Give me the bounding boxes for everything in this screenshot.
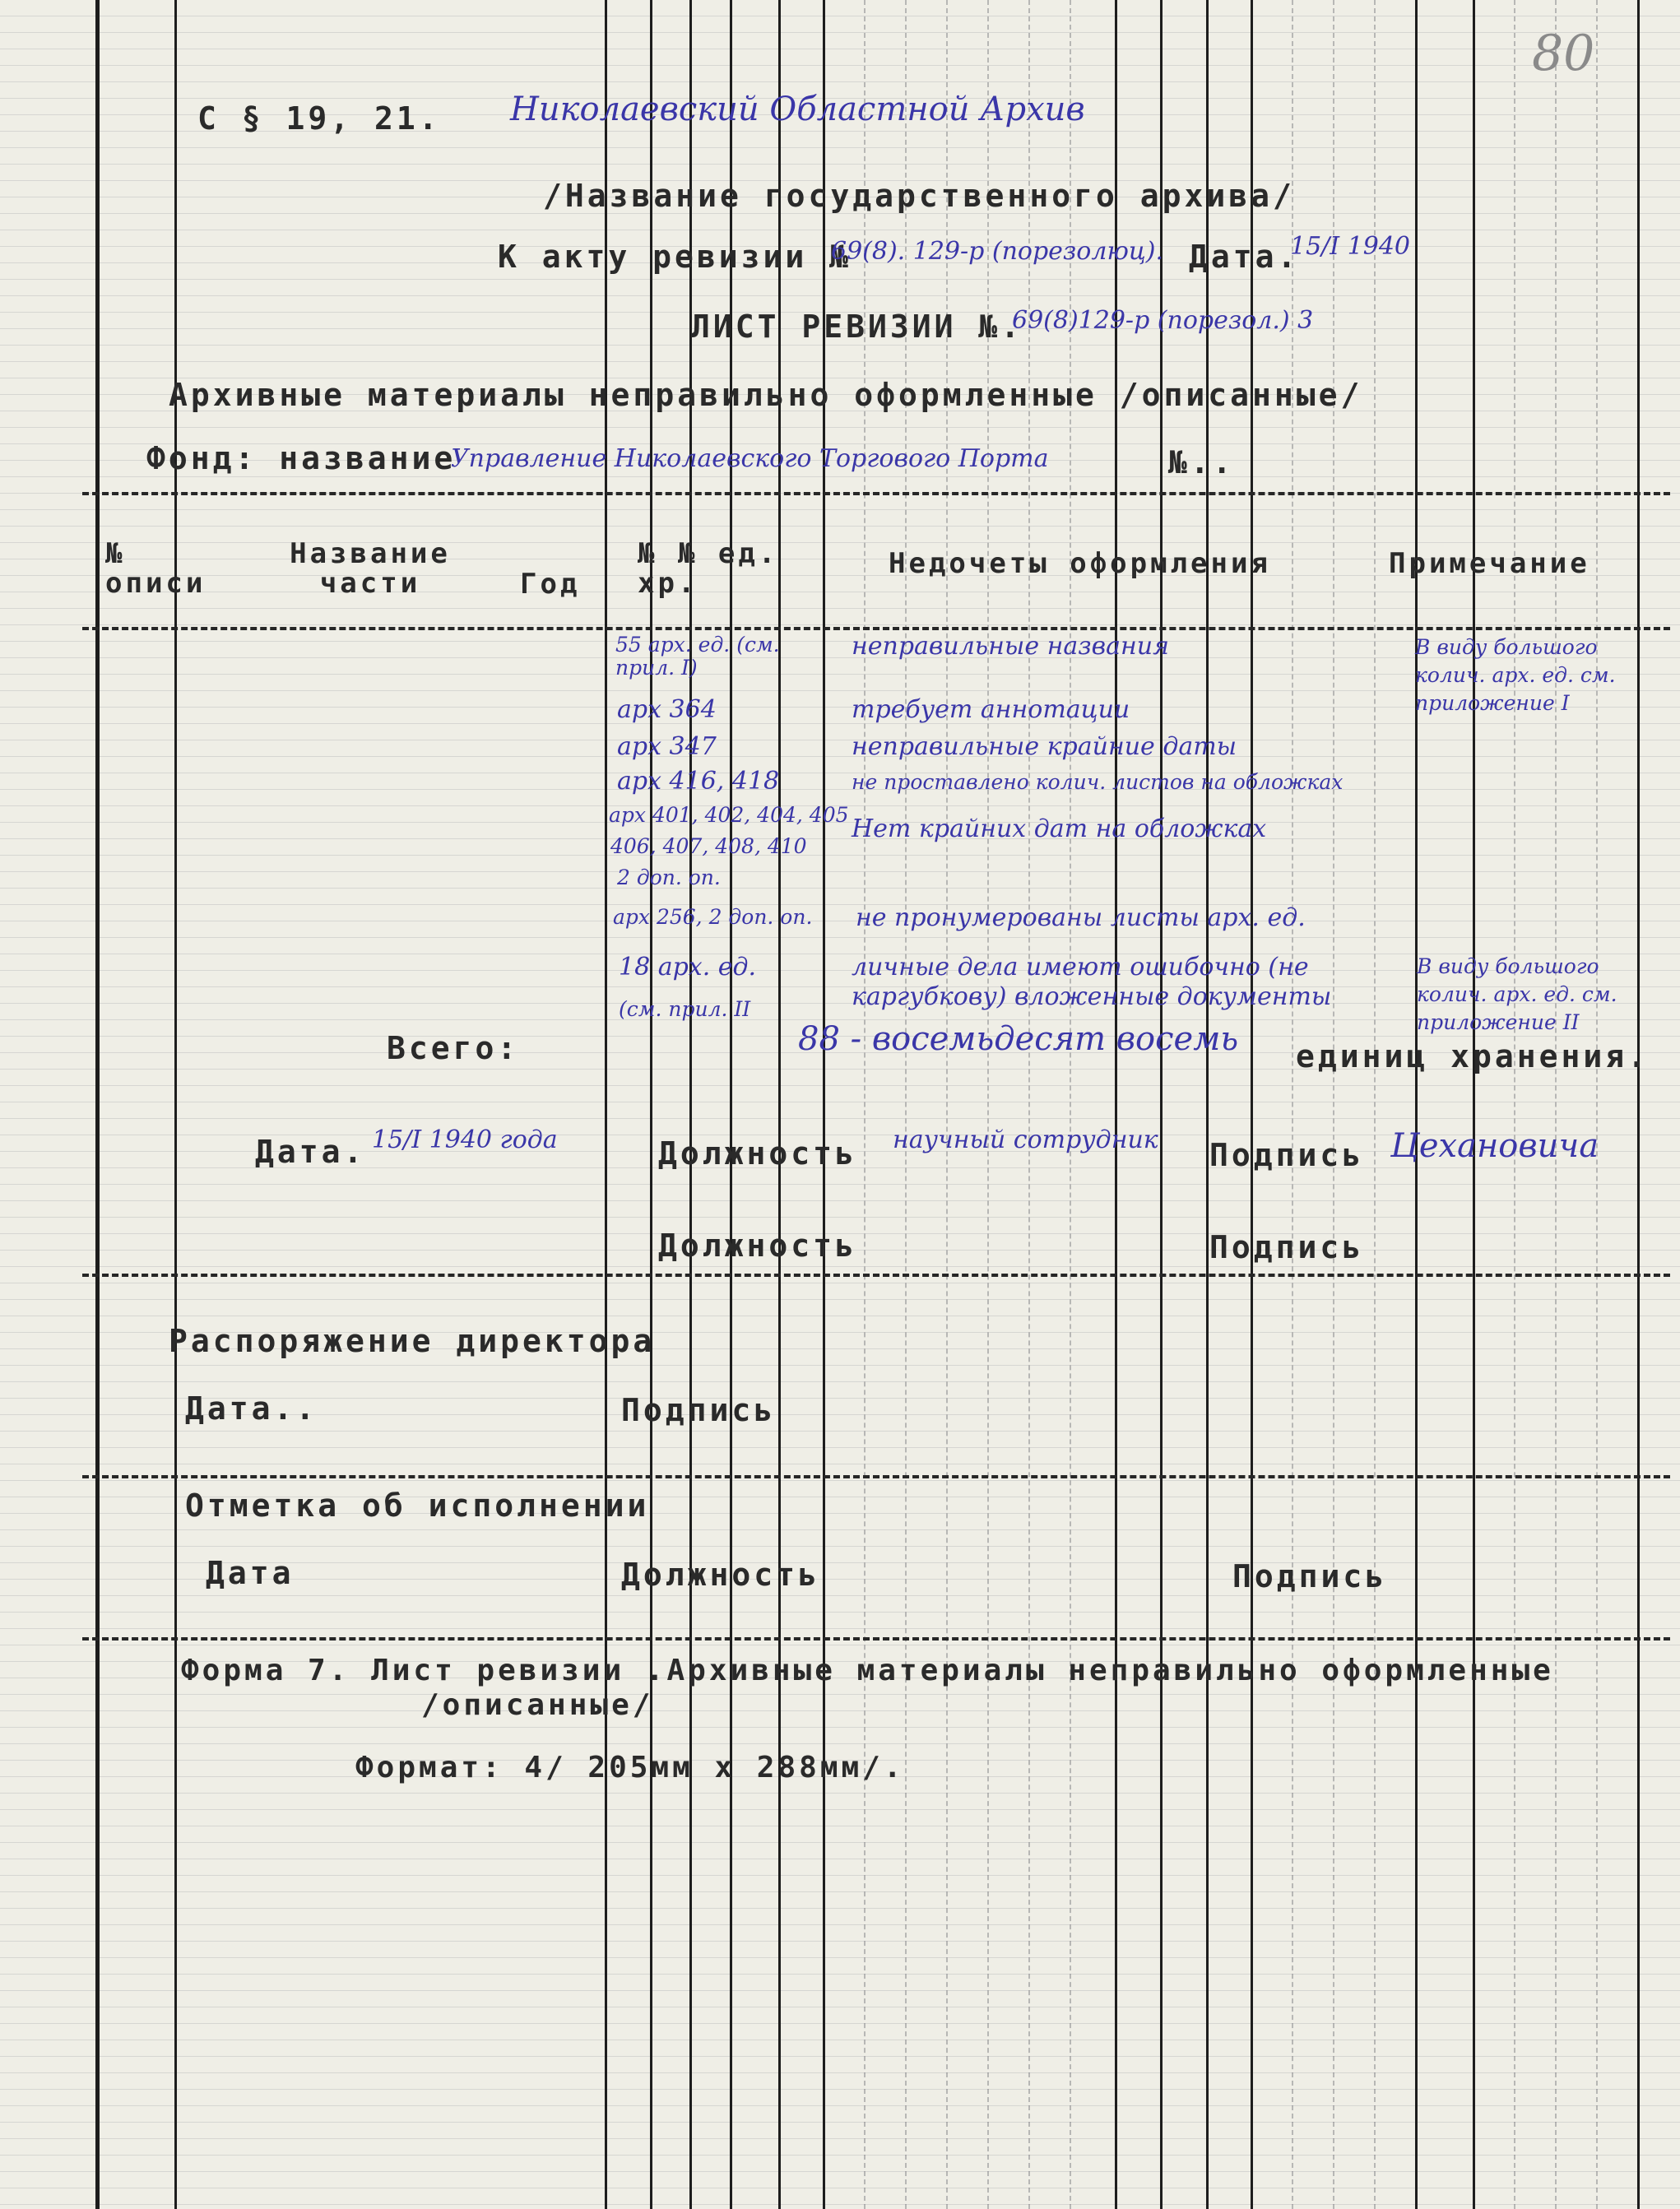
col-header-storage-units: № № ед. хр. [638,537,779,600]
row-units: арх 364 [617,695,717,724]
fond-number-label: №.. [1168,444,1235,480]
director-title: Распоряжение директора [169,1323,656,1359]
row-units: 18 арх. ед. [619,953,757,982]
header-code: С § 19, 21. [197,100,441,137]
archive-name-caption: /Название государственного архива/ [543,178,1295,214]
rule-under-signatures [82,1274,1670,1277]
sig1-signature: Цехановича [1390,1127,1599,1165]
footer-form-line: Форма 7. Лист ревизии .Архивные материалы неправильно оформленные [181,1654,1554,1687]
sig1-date: 15/I 1940 года [372,1125,558,1154]
total-label: Всего: [387,1030,520,1066]
rule-under-director [82,1475,1670,1478]
row-note: В виду большого колич. арх. ед. см. приложение I [1415,635,1616,715]
sheet-number: 69(8)129-р (порезол.) 3 [1012,306,1314,335]
act-date-label: Дата. [1189,239,1300,275]
row-units: 2 доп. оп. [617,866,721,889]
act-number: 69(8). 129-р (порезолюц). [831,237,1164,266]
row-units: арх 347 [617,732,717,761]
row-defect: не пронумерованы листы арх. ед. [856,903,1306,932]
col-header-defects: Недочеты оформления [889,547,1271,580]
row-defect: не проставлено колич. листов на обложках [852,770,1344,794]
row-defect: Нет крайних дат на обложках [852,814,1267,843]
execution-title: Отметка об исполнении [185,1487,650,1524]
act-label: К акту ревизии № [498,239,852,275]
row-units: (см. прил. II [619,997,751,1021]
row-defect: требует аннотации [852,695,1130,724]
director-sign-label: Подпись [621,1392,777,1428]
sig1-date-label: Дата. [255,1134,366,1170]
director-date-label: Дата.. [185,1390,318,1427]
sig2-position-label: Должность [658,1227,857,1264]
footer-form-line-cont: /описанные/ [421,1688,654,1722]
total-suffix: единиц хранения. [1296,1038,1650,1074]
row-defect: неправильные названия [852,632,1169,661]
sheet-subtitle: Архивные материалы неправильно оформленные /описанные/ [169,377,1363,413]
row-note: В виду большого колич. арх. ед. см. приложение II [1417,954,1617,1034]
archive-name: Николаевский Областной Архив [510,90,1085,128]
sig1-sign-label: Подпись [1209,1137,1365,1173]
col-header-notes: Примечание [1389,547,1590,580]
row-units: арх 256, 2 доп. оп. [613,905,813,929]
row-units: арх 416, 418 [617,767,780,796]
col-header-year: Год [520,568,581,601]
page-number: 80 [1532,25,1595,82]
rule-under-fond [82,492,1670,495]
footer-format: Формат: 4/ 205мм х 288мм/. [355,1751,905,1784]
sig2-sign-label: Подпись [1209,1229,1365,1265]
rule-under-table-header [82,627,1670,630]
execution-date-label: Дата [206,1555,295,1591]
row-defect: личные дела имеют ошибочно (не каргубкову) вложенные документы [852,953,1332,1011]
rule-under-execution [82,1637,1670,1641]
col-header-inventory: № описи [105,537,207,600]
act-date: 15/I 1940 [1290,232,1411,261]
execution-sign-label: Подпись [1232,1558,1388,1594]
sig1-position-label: Должность [658,1135,857,1172]
col-header-part-name: Название части [290,537,451,600]
fond-label: Фонд: название [146,440,457,476]
execution-position-label: Должность [621,1557,820,1593]
row-units: 406, 407, 408, 410 [610,834,807,858]
row-defect: неправильные крайние даты [852,732,1237,761]
row-units: 55 арх. ед. (см. прил. I) [615,633,780,680]
sheet-label: ЛИСТ РЕВИЗИИ №. [691,309,1023,345]
fond-name: Управление Николаевского Торгового Порта [451,444,1049,473]
total-value: 88 - восемьдесят восемь [798,1020,1239,1058]
row-units: арх 401, 402, 404, 405 [609,803,849,827]
sig1-position: научный сотрудник [893,1125,1158,1154]
